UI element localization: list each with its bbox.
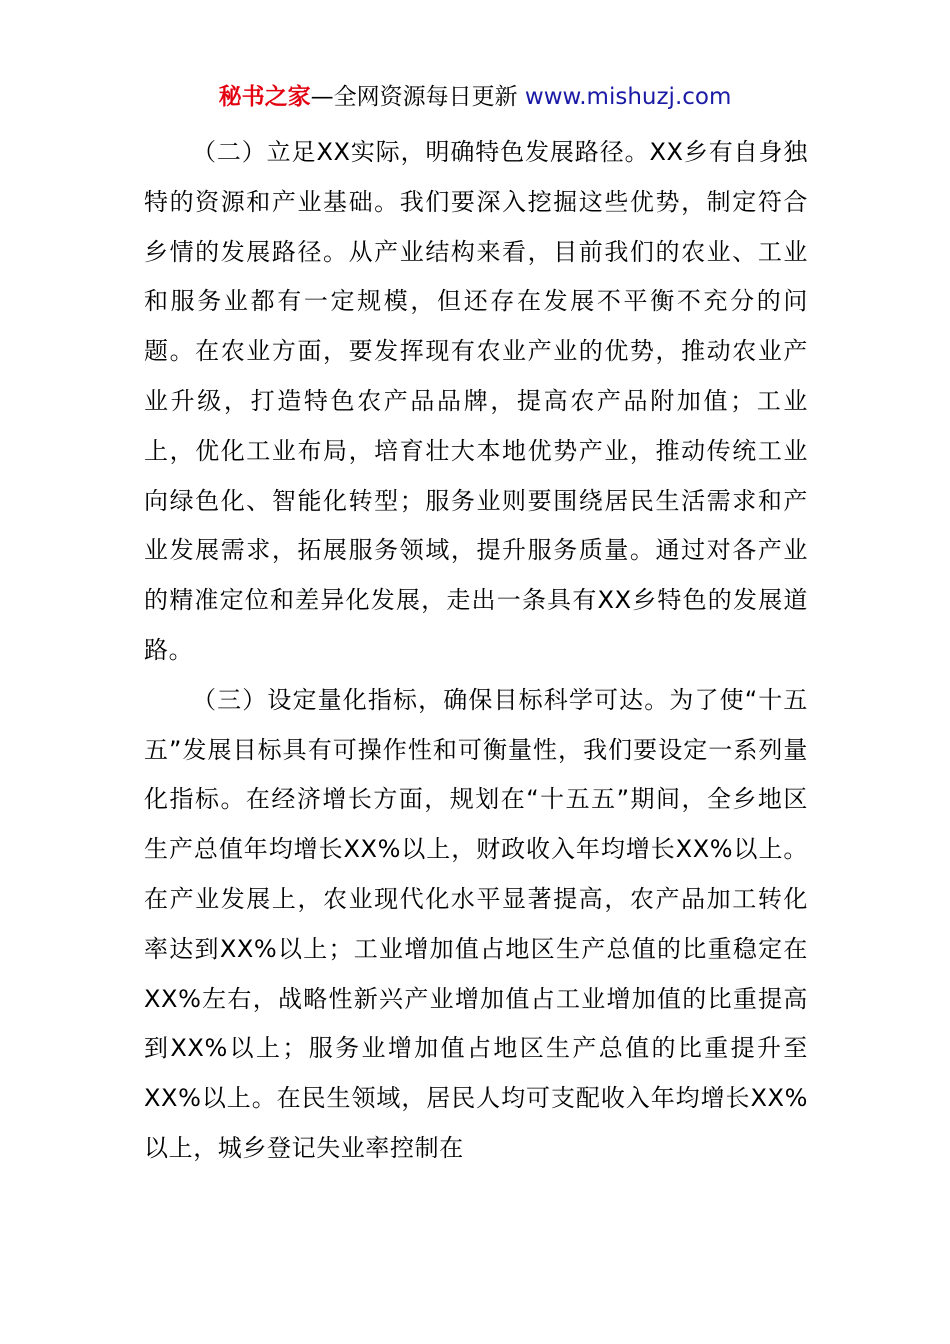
- site-url-link[interactable]: www.mishuzj.com: [524, 84, 732, 110]
- paragraph-section-3: （三）设定量化指标，确保目标科学可达。为了使“十五五”发展目标具有可操作性和可衡量性，我们要设定一系列量化指标。在经济增长方面，规划在“十五五”期间，全乡地区生产总值年均增长XX%以上，财政收入年均增长XX%以上。在产业发展上，农业现代化水平显著提高，农产品加工转化率达到XX%以上；工业增加值占地区生产总值的比重稳定在XX%左右，战略性新兴产业增加值占工业增加值的比重提高到XX%以上；服务业增加值占地区生产总值的比重提升至XX%以上。在民生领域，居民人均可支配收入年均增长XX%以上，城乡登记失业率控制在: [144, 685, 808, 1162]
- site-header: [0, 80, 950, 114]
- paragraph-section-2: （二）立足XX实际，明确特色发展路径。XX乡有自身独特的资源和产业基础。我们要深入挖掘这些优势，制定符合乡情的发展路径。从产业结构来看，目前我们的农业、工业和服务业都有一定规模，但还存在发展不平衡不充分的问题。在农业方面，要发挥现有农业产业的优势，推动农业产业升级，打造特色农产品品牌，提高农产品附加值；工业上，优化工业布局，培育壮大本地优势产业，推动传统工业向绿色化、智能化转型；服务业则要围绕居民生活需求和产业发展需求，拓展服务领域，提升服务质量。通过对各产业的精准定位和差异化发展，走出一条具有XX乡特色的发展道路。: [144, 138, 808, 664]
- document-body: [144, 128, 808, 1174]
- site-brand: 秘书之家: [218, 84, 311, 110]
- site-tagline: —全网资源每日更新: [310, 84, 525, 110]
